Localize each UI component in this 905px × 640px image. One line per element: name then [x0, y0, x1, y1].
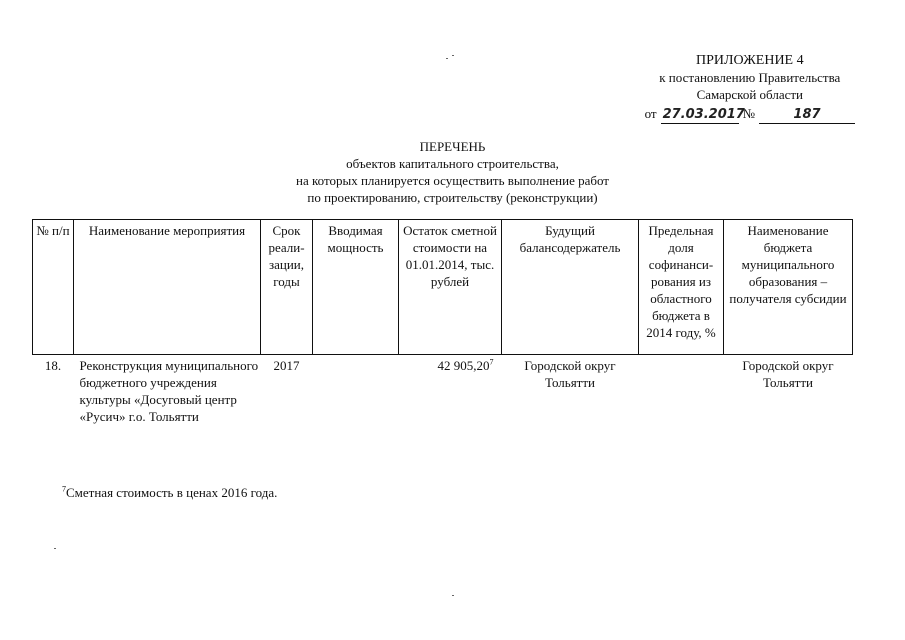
header-cost: Остаток сметной стоимости на 01.01.2014, тыс. рублей — [399, 220, 502, 355]
appendix-title: ПРИЛОЖЕНИЕ 4 — [695, 53, 804, 68]
handwritten-number: 187 — [759, 106, 855, 124]
cell-num: 18. — [44, 358, 62, 373]
document-subheading-3: по проектированию, строительству (реконструкции) — [307, 190, 598, 205]
header-num: № п/п — [33, 220, 74, 355]
from-label: от — [644, 106, 657, 121]
footnote-text: Сметная стоимость в ценах 2016 года. — [66, 485, 278, 500]
footnote-mark: 7 — [62, 484, 66, 494]
appendix-date-line — [645, 105, 855, 124]
document-subheading-2: на которых планируется осуществить выполнение работ — [296, 173, 609, 188]
header-recipient: Наименование бюджета муниципального образования – получателя субсидии — [724, 220, 853, 355]
header-holder: Будущий балансодержатель — [502, 220, 639, 355]
document-title-block — [0, 138, 905, 206]
footnote — [62, 485, 277, 501]
table-row — [33, 355, 853, 428]
scan-speck — [446, 58, 448, 59]
appendix-subtitle: к постановлению Правительства — [659, 70, 841, 85]
scan-speck — [452, 55, 454, 56]
cell-holder: Городской округ Тольятти — [524, 358, 616, 390]
appendix-region: Самарской области — [696, 87, 803, 102]
header-capacity: Вводимая мощность — [313, 220, 399, 355]
cell-recipient: Городской округ Тольятти — [742, 358, 834, 390]
table-header-row — [33, 220, 853, 355]
header-share: Предельная доля софинанси-рования из областного бюджета в 2014 году, % — [639, 220, 724, 355]
objects-table — [32, 219, 853, 427]
cell-share — [639, 355, 724, 428]
scan-speck — [54, 548, 56, 549]
cost-value: 42 905,20 — [437, 358, 490, 373]
header-term: Срок реали-зации, годы — [261, 220, 313, 355]
cell-name: Реконструкция муниципального бюджетного учреждения культуры «Досуговый центр «Русич» г.о. Тольятти — [79, 358, 259, 424]
header-name: Наименование мероприятия — [74, 220, 261, 355]
cell-term: 2017 — [273, 358, 300, 373]
document-subheading-1: объектов капитального строительства, — [346, 156, 559, 171]
document-heading: ПЕРЕЧЕНЬ — [419, 139, 486, 154]
cost-footnote-mark: 7 — [489, 357, 494, 367]
scan-speck — [452, 595, 454, 596]
appendix-block — [645, 52, 855, 124]
number-label: № — [742, 106, 755, 121]
cell-cost — [399, 355, 502, 428]
handwritten-date: 27.03.2017 — [662, 107, 745, 122]
cell-capacity — [313, 355, 399, 428]
